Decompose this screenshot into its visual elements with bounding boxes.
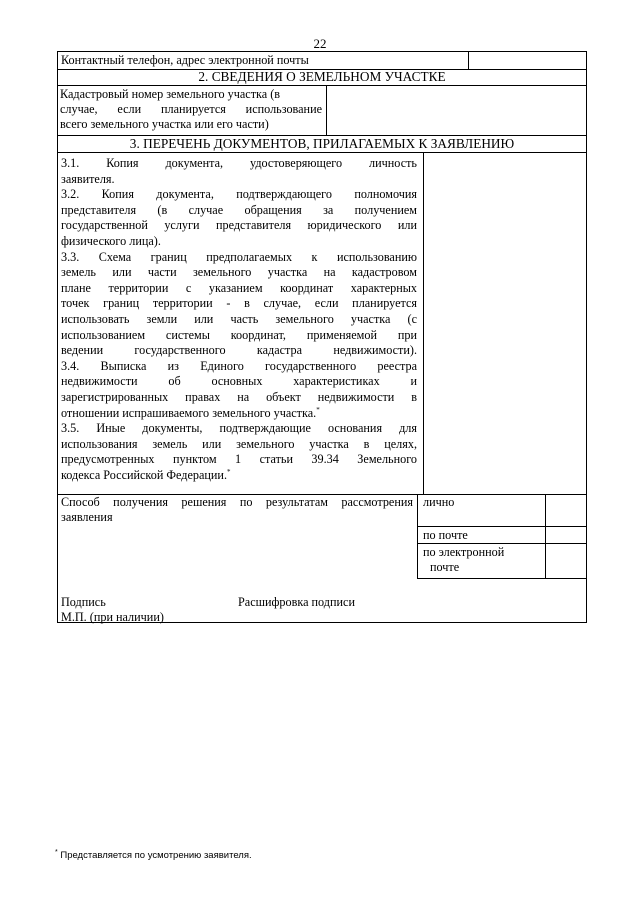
document-line: использованием системы координат, применяемой при xyxy=(61,327,417,342)
column-divider xyxy=(326,85,327,135)
footnote-text: Представляется по усмотрению заявителя. xyxy=(60,850,252,861)
receipt-method-line: Способ получения решения по результатам рассмотрения xyxy=(61,495,413,509)
document-line: использования земель или земельного участка в целях, xyxy=(61,436,417,451)
cadastral-line: случае, если планируется использование xyxy=(60,102,322,116)
document-line: ведении государственного кадастра недвижимости). xyxy=(61,343,417,358)
document-line: государственной услуги представителя юридического или xyxy=(61,218,417,233)
signature-label: Подпись xyxy=(61,595,106,609)
footnote xyxy=(55,850,252,861)
row-divider xyxy=(417,526,586,527)
option-by-mail: по почте xyxy=(423,528,468,542)
stamp-label: М.П. (при наличии) xyxy=(61,610,164,624)
document-line: использовать земли или часть земельного участка (с xyxy=(61,311,417,326)
option-by-email xyxy=(423,545,504,575)
footnote-mark: * xyxy=(227,467,231,476)
row-divider xyxy=(417,578,586,579)
footnote-mark: * xyxy=(55,848,58,856)
document-line: зарегистрированных правах на объект недвижимости в xyxy=(61,389,417,404)
document-line-text: отношении испрашиваемого земельного участка. xyxy=(61,405,317,420)
option-in-person: лично xyxy=(423,495,455,509)
document-line: недвижимости об основных характеристиках и xyxy=(61,374,417,389)
section-3-title: 3. ПЕРЕЧЕНЬ ДОКУМЕНТОВ, ПРИЛАГАЕМЫХ К ЗАЯВЛЕНИЮ xyxy=(129,136,515,151)
document-line: плане территории с указанием координат характерных xyxy=(61,280,417,295)
document-line: заявителя. xyxy=(61,171,115,186)
footnote-mark: * xyxy=(316,405,320,414)
column-divider xyxy=(417,494,418,578)
document-line-text: кодекса Российской Федерации. xyxy=(61,467,227,482)
document-line: точек границ территории - в случае, если планируется xyxy=(61,296,417,311)
row-divider xyxy=(58,85,586,86)
cadastral-line: Кадастровый номер земельного участка (в xyxy=(60,87,281,101)
cadastral-line: всего земельного участка или его части) xyxy=(60,117,269,131)
option-by-email-line: почте xyxy=(430,560,460,574)
receipt-method-label xyxy=(61,495,413,525)
document-line: 3.4. Выписка из Единого государственного реестра xyxy=(61,358,417,373)
page-number: 22 xyxy=(313,36,327,51)
row-divider xyxy=(417,543,586,544)
document-line: 3.2. Копия документа, подтверждающего полномочия xyxy=(61,187,417,202)
document-line: 3.1. Копия документа, удостоверяющего личность xyxy=(61,156,417,170)
option-by-email-line: по электронной xyxy=(423,545,505,559)
row-divider xyxy=(58,152,586,153)
column-divider xyxy=(545,494,546,578)
column-divider xyxy=(468,52,469,69)
document-line: физического лица). xyxy=(61,233,161,248)
section-2-title: 2. СВЕДЕНИЯ О ЗЕМЕЛЬНОМ УЧАСТКЕ xyxy=(198,69,446,84)
documents-list xyxy=(61,156,417,483)
signature-decoding-label: Расшифровка подписи xyxy=(238,595,355,609)
document-line: предусмотренных пунктом 1 статьи 39.34 Земельного xyxy=(61,452,417,467)
receipt-method-line: заявления xyxy=(61,510,113,524)
document-line: 3.3. Схема границ предполагаемых к использованию xyxy=(61,249,417,264)
document-line xyxy=(61,406,417,422)
column-divider xyxy=(423,152,424,494)
contact-label: Контактный телефон, адрес электронной почты xyxy=(61,53,309,67)
document-line xyxy=(61,468,417,484)
document-line: представителя (в случае обращения за получением xyxy=(61,202,417,217)
document-line: земель или части земельного участка на кадастровом xyxy=(61,265,417,280)
application-form-table xyxy=(57,51,587,623)
cadastral-number-label xyxy=(60,87,322,132)
document-line: 3.5. Иные документы, подтверждающие основания для xyxy=(61,421,417,436)
